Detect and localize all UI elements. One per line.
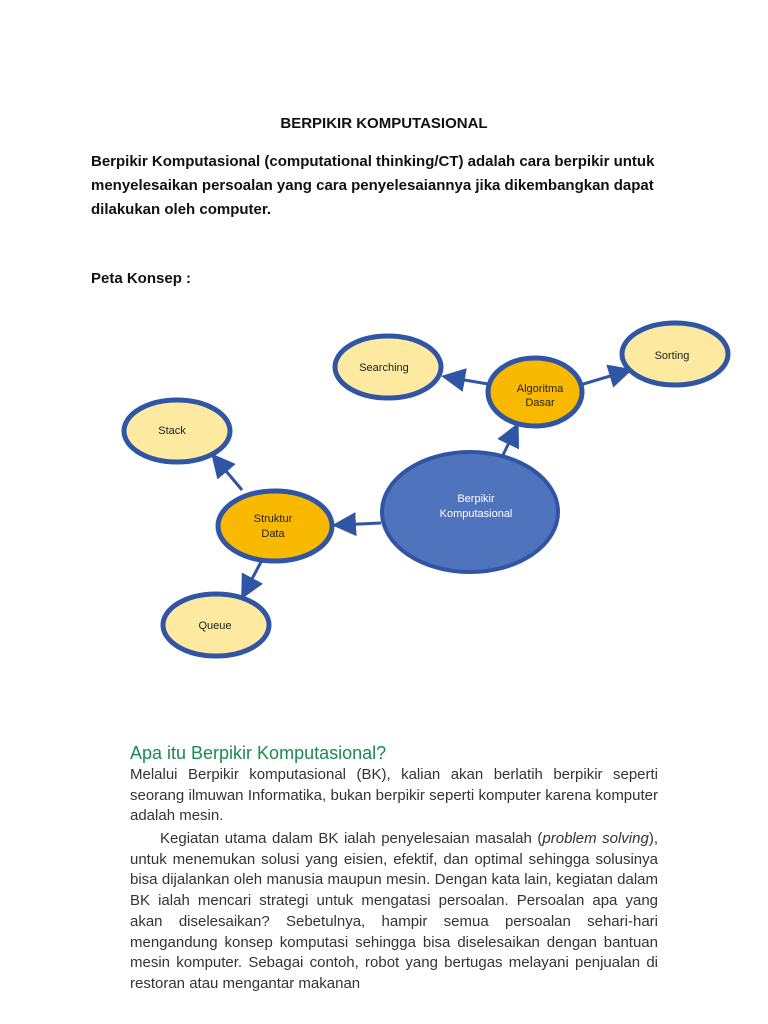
arrow-algoritma-to-searching [447, 377, 488, 384]
arrow-struktur-to-queue [244, 560, 262, 594]
node-label: Stack [158, 425, 186, 437]
node-searching [335, 336, 441, 398]
document-title: BERPIKIR KOMPUTASIONAL [280, 115, 488, 132]
paragraph-2-part-1: Kegiatan utama dalam BK ialah penyelesaian masalah ( [160, 830, 543, 847]
node-algoritma-dasar [488, 358, 582, 426]
node-label-line1: Struktur [253, 513, 293, 525]
arrow-center-to-algoritma [503, 428, 516, 455]
concept-map-diagram [0, 300, 768, 700]
node-label: Sorting [654, 350, 690, 362]
node-berpikir-komputasional [382, 452, 558, 572]
arrow-algoritma-to-sorting [580, 371, 627, 385]
node-label: Queue [198, 620, 232, 632]
paragraph-2-part-2: ), untuk menemukan solusi yang eisien, efektif, dan optimal sehingga solusinya bisa dijalankan oleh manusia maupun mesin. Dengan kata lain, kegiatan dalam BK ialah mencari strategi untuk mengatasi persoalan. Persoalan apa yang akan diselesaikan? Sebetulnya, hampir semua persoalan sehari-hari mengandung konsep komputasi sehingga bisa diselesaikan dengan bantuan mesin komputer. Sebagai contoh, robot yang bertugas melayani penjualan di restoran atau mengantar makanan [130, 830, 658, 992]
node-queue [163, 594, 269, 656]
body-paragraph-1: Melalui Berpikir komputasional (BK), kalian akan berlatih berpikir seperti seorang ilmuwan Informatika, bukan berpikir seperti komputer karena komputer adalah mesin. [130, 766, 658, 825]
body-paragraph-2 [130, 829, 658, 995]
node-label: Searching [359, 362, 409, 374]
arrow-center-to-struktur [338, 523, 381, 525]
node-label-line1: Berpikir [457, 493, 495, 505]
section-heading: Apa itu Berpikir Komputasional? [130, 743, 387, 763]
node-label-line2: Dasar [525, 397, 555, 409]
concept-map-label: Peta Konsep : [91, 270, 192, 287]
intro-paragraph: Berpikir Komputasional (computational thinking/CT) adalah cara berpikir untuk menyelesaikan persoalan yang cara penyelesaiannya jika dikembangkan dapat dilakukan oleh computer. [91, 153, 655, 218]
node-struktur-data [218, 491, 332, 561]
paragraph-2-italic: problem solving [542, 830, 649, 847]
arrow-struktur-to-stack [215, 458, 242, 490]
node-label-line2: Data [261, 528, 285, 540]
node-label-line1: Algoritma [516, 383, 564, 395]
node-stack [124, 400, 230, 462]
node-sorting [622, 323, 728, 385]
node-label-line2: Komputasional [439, 508, 513, 520]
